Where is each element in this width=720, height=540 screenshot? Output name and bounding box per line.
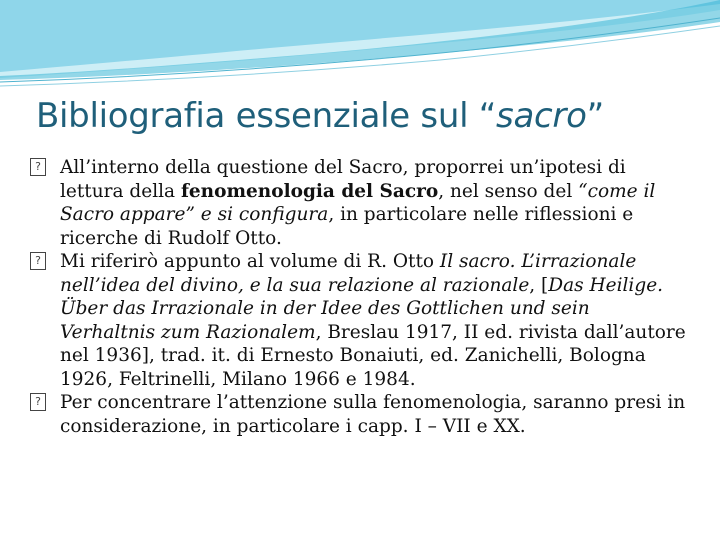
emphasis-bold: fenomenologia del Sacro	[180, 180, 439, 202]
original-title-italic: Das Heilige. Über das Irrazionale in der Idee des Gottlichen und sein Verhaltnis zum Razionalem	[60, 274, 664, 343]
paragraph-text: , nel senso del	[438, 180, 579, 202]
emphasis-italic: “come il Sacro appare” e si configura	[60, 180, 656, 225]
paragraph-text: , [	[529, 274, 549, 296]
book-title-italic: Il sacro. L’irrazionale nell’idea del divino, e la sua relazione al razionale	[60, 251, 637, 296]
title-prefix: Bibliografia essenziale sul “	[36, 96, 497, 136]
paragraph-text: , in particolare nelle riflessioni e ricerche di Rudolf Otto.	[60, 204, 634, 249]
slide-title	[36, 96, 696, 136]
paragraph-text: , Breslau 1917, II ed. rivista dall’autore nel 1936], trad. it. di Ernesto Bonaiuti, ed. Zanichelli, Bologna 1926, Feltrinelli, Milano 1966 e 1984.	[60, 321, 686, 390]
header-wave-decoration	[0, 0, 720, 90]
paragraph-text: All’interno della questione del Sacro, proporrei un’ipotesi di lettura della	[60, 157, 626, 202]
paragraph-text: Mi riferirò appunto al volume di R. Otto	[60, 251, 440, 272]
bullet-icon: ?	[30, 158, 46, 176]
bullet-icon: ?	[30, 393, 46, 411]
slide-body	[30, 156, 690, 438]
paragraph-3	[30, 391, 690, 438]
paragraph-2	[30, 250, 690, 391]
paragraph-1	[30, 156, 690, 250]
title-italic: sacro	[496, 96, 587, 136]
title-suffix: ”	[586, 96, 604, 136]
paragraph-text: Per concentrare l’attenzione sulla fenomenologia, saranno presi in considerazione, in particolare i capp. I – VII e XX.	[60, 392, 686, 437]
bullet-icon: ?	[30, 252, 46, 270]
